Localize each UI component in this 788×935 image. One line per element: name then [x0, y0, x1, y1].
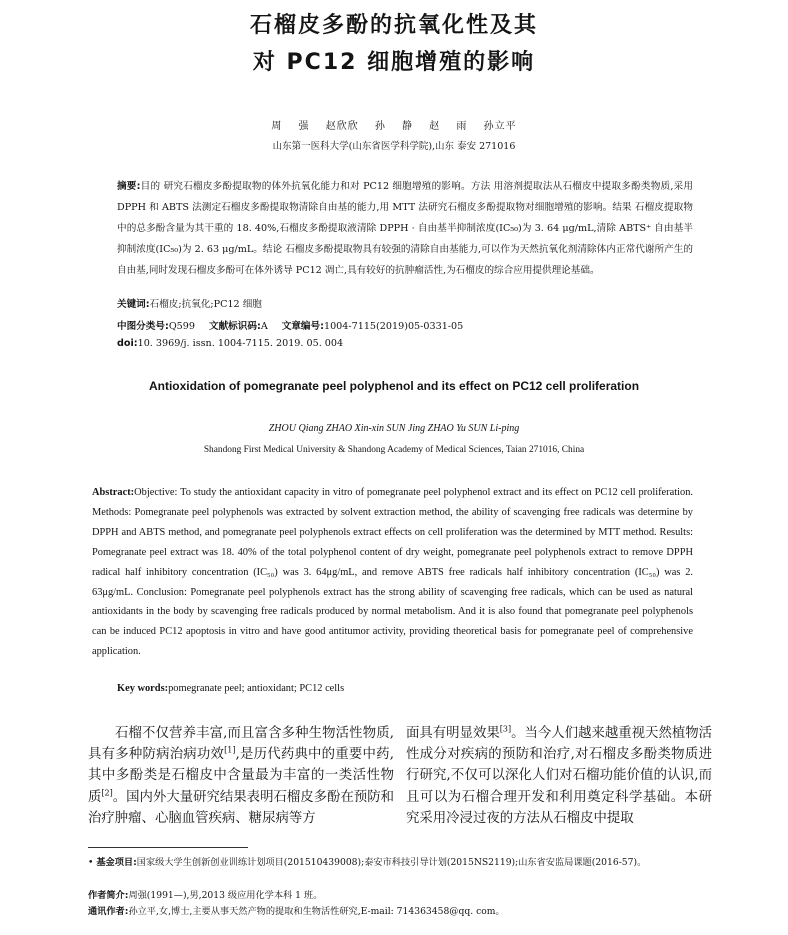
footnote-author — [88, 889, 708, 903]
chinese-abstract-text: 目的 研究石榴皮多酚提取物的体外抗氧化能力和对 PC12 细胞增殖的影响。方法 用溶剂提取法从石榴皮中提取多酚类物质,采用 DPPH 和 ABTS 法测定石榴皮多酚提取物清除自由基的能力,用 MTT 法研究石榴皮多酚提取物对细胞增殖的影响。结果 石榴皮提取物中的总多酚含量为其干重的 18. 40%,石榴皮多酚提取液清除 DPPH · 自由基半抑制浓度(IC₅₀)为 3. 64 μg/mL,清除 ABTS⁺ 自由基半抑制浓度(IC₅₀)为 2. 63 μg/mL。结论 石榴皮多酚提取物具有较强的清除自由基能力,可以作为天然抗氧化剂清除体内正常代谢所产生的自由基,同时发现石榴皮多酚可在体外诱导 PC12 凋亡,具有较好的抗肿瘤活性,为石榴皮的综合应用提供理论基础。 — [117, 181, 694, 276]
citation-2[interactable]: [2] — [101, 788, 113, 798]
english-affiliation: Shandong First Medical University & Shandong Academy of Medical Sciences, Taian 271016, China — [203, 445, 585, 455]
citation-3[interactable]: [3] — [499, 724, 512, 734]
english-keywords-text: pomegranate peel; antioxidant; PC12 cells — [168, 683, 345, 694]
body-left-text-2: ,是历代药典中的重要中药,其中多酚类是石榴皮中含量最为丰富的一类活性物质 — [88, 747, 395, 805]
chinese-keywords — [117, 296, 262, 310]
articleno-value: 1004-7115(2019)05-0331-05 — [323, 321, 464, 332]
doi-value: 10. 3969/j. issn. 1004-7115. 2019. 05. 004 — [137, 338, 344, 349]
doi-label: doi: — [117, 338, 138, 349]
chinese-keywords-label: 关键词: — [117, 299, 150, 310]
english-keywords — [117, 683, 344, 694]
author-label: 作者简介: — [88, 890, 129, 901]
chinese-affiliation: 山东第一医科大学(山东省医学科学院),山东 泰安 271016 — [272, 141, 516, 152]
footnote-corresponding — [88, 905, 708, 919]
english-abstract — [92, 483, 693, 662]
chinese-authors: 周 强 赵欣欣 孙 静 赵 雨 孙立平 — [271, 121, 517, 132]
footnote-divider — [88, 847, 248, 848]
chinese-keywords-text: 石榴皮;抗氧化;PC12 细胞 — [149, 299, 262, 310]
chinese-abstract-label: 摘要: — [117, 181, 141, 192]
english-title: Antioxidation of pomegranate peel polyphenol and its effect on PC12 cell proliferation — [148, 379, 640, 393]
footnote-fund: • 基金项目:国家级大学生创新创业训练计划项目(201510439008);泰安市科技引导计划(2015NS2119);山东省安监局课题(2016-57)。 — [88, 857, 647, 868]
body-left-text-1: 石榴不仅营养丰富,而且富含多种生物活性物质,具有多种防病治病功效 — [88, 726, 394, 763]
body-left-text-3: 。国内外大量研究结果表明石榴皮多酚在预防和治疗肿瘤、心脑血管疾病、糖尿病等方 — [88, 789, 395, 826]
doi-line — [117, 338, 343, 349]
body-right-text-2: 。当今人们越来越重视天然植物活性成分对疾病的预防和治疗,对石榴皮多酚类物质进行研究,不仅可以深化人们对石榴功能价值的认识,而且可以为石榴合理开发和利用奠定科学基础。本研究采用冷浸过夜的方法从石榴皮中提取 — [406, 726, 713, 826]
chinese-title-line2: 对 PC12 细胞增殖的影响 — [252, 50, 536, 75]
fund-label: 基金项目: — [96, 857, 137, 868]
chinese-abstract — [117, 176, 693, 281]
corr-text: 孙立平,女,博士,主要从事天然产物的提取和生物活性研究,E-mail: 714363458@qq. com。 — [128, 906, 505, 917]
doccode-label: 文献标识码: — [209, 321, 261, 332]
english-abstract-label: Abstract: — [92, 487, 135, 498]
chinese-title-line1: 石榴皮多酚的抗氧化性及其 — [249, 13, 538, 38]
classification-line — [117, 318, 463, 332]
fund-text: 国家级大学生创新创业训练计划项目(201510439008);泰安市科技引导计划(2015NS2119);山东省安监局课题(2016-57)。 — [136, 857, 647, 868]
corr-label: 通讯作者: — [88, 906, 129, 917]
doccode-value: A — [260, 321, 268, 332]
clc-value: Q599 — [168, 321, 195, 332]
english-keywords-label: Key words: — [117, 683, 169, 694]
articleno-label: 文章编号: — [281, 321, 324, 332]
citation-1[interactable]: [1] — [224, 745, 236, 755]
english-abstract-text: Objective: To study the antioxidant capacity in vitro of pomegranate peel polyphenol extract and its effect on PC12 cell proliferation. Methods: Pomegranate peel polyphenols was extracted by solvent extraction method, the ability of scavenging free radicals was determine by DPPH and ABTS method, and pomegranate peel polyphenols extract effects on cell proliferation was the determined by MTT method. Results: Pomegranate peel extract was 18. 40% of the total polyphenol content of dry weight, pomegranate peel polyphenols extract to remove DPPH radical half inhibitory concentration (IC₅₀) was 3. 64μg/mL, and remove ABTS free radicals half inhibitory concentration (IC₅₀) was 2. 63μg/mL. Conclusion: Pomegranate peel polyphenols extract has the strong ability of scavenging free radicals, which can be used as natural antioxidants in the body by scavenging free radicals produced by normal metabolism. And it is also found that pomegranate peel polyphenols can be induced PC12 apoptosis in vitro and have good antitumor activity, providing theoretical basis for pomegranate peel of comprehensive application. — [92, 487, 693, 658]
author-text: 周强(1991—),男,2013 级应用化学本科 1 班。 — [128, 890, 323, 901]
body-right-text-1: 面具有明显效果 — [406, 726, 500, 741]
clc-label: 中图分类号: — [117, 321, 169, 332]
english-authors: ZHOU Qiang ZHAO Xin-xin SUN Jing ZHAO Yu SUN Li-ping — [268, 423, 520, 434]
body-column-right — [406, 723, 712, 829]
body-column-left — [88, 723, 394, 829]
